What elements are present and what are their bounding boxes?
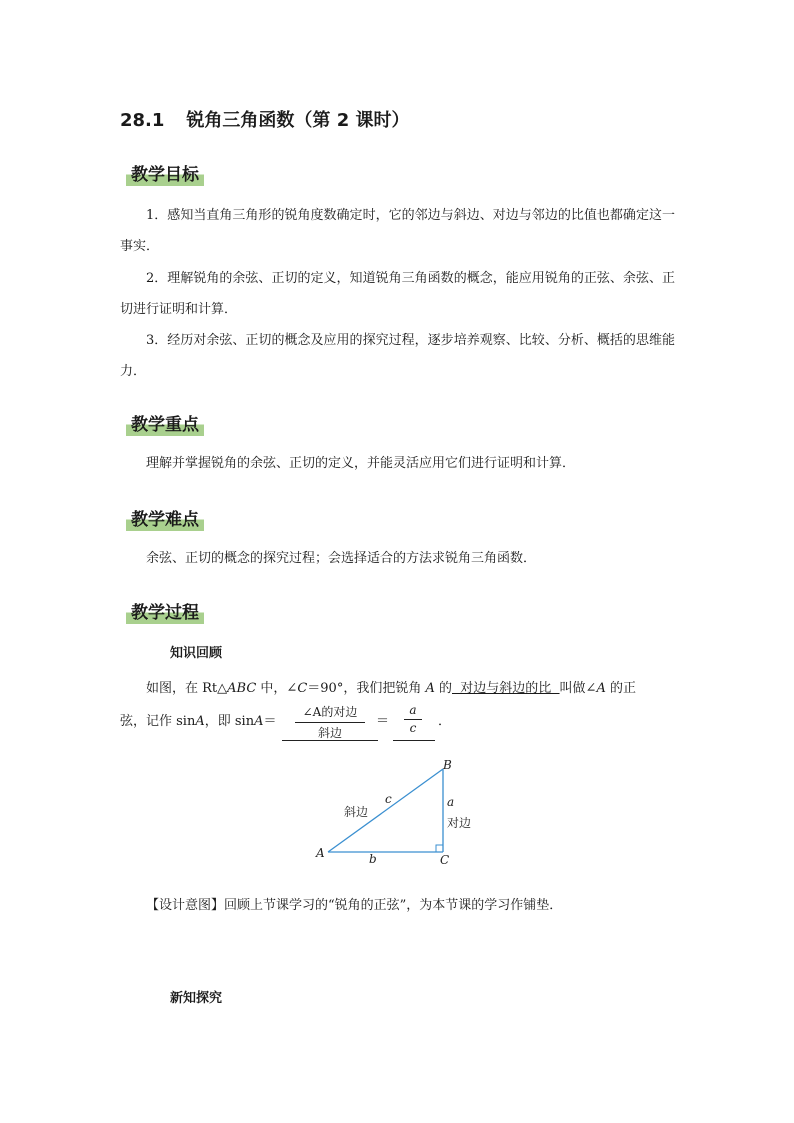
fraction-denominator: 斜边: [317, 726, 342, 740]
vertex-a-label: A: [316, 846, 325, 860]
side-c-label: c: [385, 792, 392, 806]
review-text: ＝: [263, 714, 277, 729]
answer-blank-line: [393, 740, 435, 741]
review-text: 如图，在 Rt△: [146, 681, 228, 696]
angle-c: C: [297, 681, 308, 696]
vertex-b-label: B: [443, 758, 452, 772]
heading-difficulties: 教学难点: [126, 505, 204, 531]
fill-blank-answer: 对边与斜边的比: [452, 681, 560, 696]
review-text: ，即 sin: [204, 714, 255, 729]
angle-a: A: [425, 681, 435, 696]
difficulties-text: 余弦、正切的概念的探究过程；会选择适合的方法求锐角三角函数．: [146, 551, 537, 566]
lesson-number: 28.1: [120, 110, 165, 131]
fraction-numerator: ∠A的对边: [295, 703, 365, 723]
period: ．: [438, 714, 452, 729]
triangle-name: ABC: [227, 681, 257, 696]
lesson-title-text: 锐角三角函数（第 2 课时）: [186, 110, 410, 131]
objective-item-2: 2．理解锐角的余弦、正切的定义，知道锐角三角函数的概念，能应用锐角的正弦、余弦、正切进行证明和计算．: [120, 271, 675, 317]
angle-a: A: [195, 714, 205, 729]
hypotenuse-label: 斜边: [344, 805, 369, 819]
heading-process: 教学过程: [126, 598, 204, 624]
subheading-review: 知识回顾: [170, 646, 223, 661]
side-b-label: b: [369, 852, 377, 866]
review-text: ＝90°，我们把锐角: [307, 681, 426, 696]
review-line-1: [146, 677, 636, 696]
vertex-c-label: C: [440, 853, 450, 867]
heading-key-points: 教学重点: [126, 410, 204, 436]
subheading-new-knowledge: 新知探究: [170, 991, 223, 1006]
opposite-side-label: 对边: [447, 816, 472, 830]
angle-a: A: [596, 681, 606, 696]
key-points-text: 理解并掌握锐角的余弦、正切的定义，并能灵活应用它们进行证明和计算．: [146, 456, 576, 471]
design-intent: 【设计意图】回顾上节课学习的“锐角的正弦”，为本节课的学习作铺垫．: [146, 898, 563, 913]
heading-objectives: 教学目标: [126, 160, 204, 186]
fraction-denominator: c: [409, 721, 417, 735]
right-angle-mark: [436, 845, 443, 852]
side-a-label: a: [447, 795, 455, 809]
angle-a: A: [254, 714, 264, 729]
objective-item-1: 1．感知当直角三角形的锐角度数确定时，它的邻边与斜边、对边与邻边的比值也都确定这一事实．: [120, 208, 675, 254]
review-text: 弦，记作 sin: [120, 714, 196, 729]
review-line-2: [120, 710, 276, 729]
lesson-title: [120, 106, 409, 132]
fraction-a-over-c: [404, 703, 422, 735]
fraction-opposite-over-hypotenuse: [295, 703, 365, 741]
equals-sign: ＝: [376, 714, 390, 729]
objective-item-3: 3．经历对余弦、正切的概念及应用的探究过程，逐步培养观察、比较、分析、概括的思维能力．: [120, 333, 675, 379]
answer-blank-line: [282, 740, 378, 741]
review-text: 的正: [605, 681, 636, 696]
review-text: 叫做∠: [559, 681, 597, 696]
review-text: 的: [434, 681, 452, 696]
right-triangle-figure: [300, 752, 500, 867]
fraction-numerator: a: [404, 703, 422, 720]
review-text: 中，∠: [256, 681, 298, 696]
